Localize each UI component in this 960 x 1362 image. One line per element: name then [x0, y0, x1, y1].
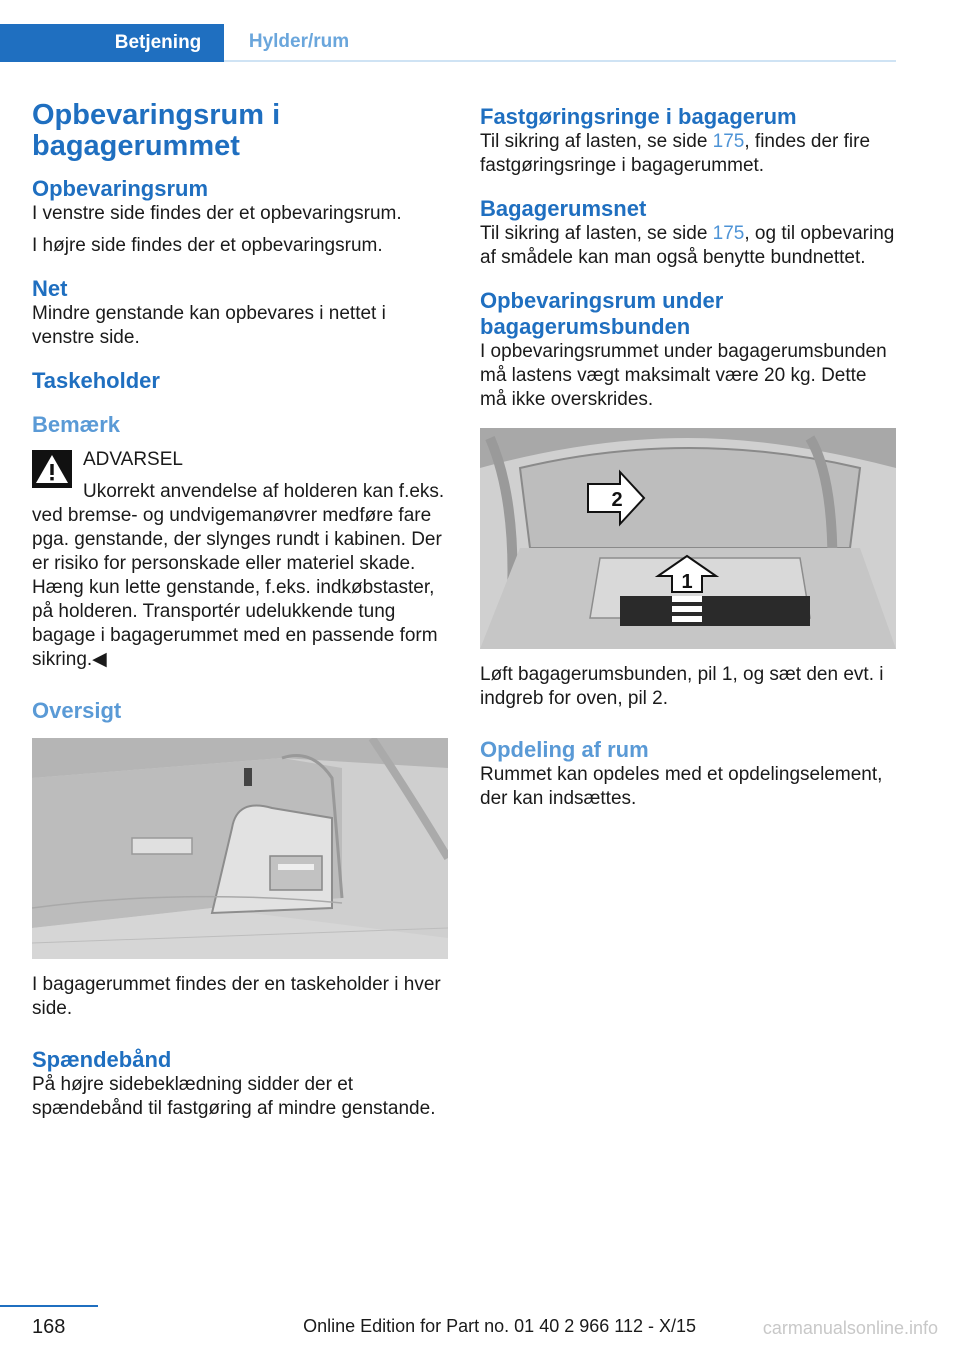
heading-net: Net [32, 276, 68, 301]
header-accent-bar [0, 24, 92, 62]
page-link-175[interactable]: 175 [712, 131, 745, 152]
heading-bemaerk: Bemærk [32, 412, 121, 437]
paragraph: Mindre genstande kan opbevares i nettet i venstre side. [32, 303, 386, 348]
page-title: Opbevaringsrum i bagagerummet [32, 99, 281, 162]
heading-spaendebaand: Spændebånd [32, 1047, 172, 1072]
page-number: 168 [32, 1316, 66, 1338]
edition-text: Online Edition for Part no. 01 40 2 966 112 - X/15 [303, 1316, 696, 1336]
text-run: , og til opbevaring af smådele kan man også benytte bundnettet. [480, 223, 895, 268]
arrow-2-label: 2 [611, 489, 623, 511]
figure-caption: I bagagerummet findes der en taskeholder i hver side. [32, 974, 441, 1019]
left-column [32, 100, 448, 1121]
heading-taskeholder: Taskeholder [32, 368, 160, 393]
warning-box [32, 448, 448, 672]
text-run: Til sikring af lasten, se side [480, 131, 713, 152]
paragraph: I venstre side findes der et opbevaringsrum. [32, 203, 402, 224]
paragraph [480, 222, 896, 270]
paragraph: I opbevaringsrummet under bagagerumsbunden må lastens vægt maksimalt være 20 kg. Dette må ikke overskrides. [480, 341, 887, 410]
paragraph [480, 130, 896, 178]
warning-title: ADVARSEL [83, 449, 183, 470]
page-link-175[interactable]: 175 [712, 223, 745, 244]
arrow-1-label: 1 [681, 571, 693, 593]
heading-oversigt: Oversigt [32, 698, 122, 723]
paragraph: Rummet kan opdeles med et opdelingselement, der kan indsættes. [480, 764, 883, 809]
page-header [0, 24, 896, 62]
heading-opdeling: Opdeling af rum [480, 737, 649, 762]
heading-opbevaringsrum: Opbevaringsrum [32, 176, 209, 201]
watermark-site: carmanualsonline.info [762, 1318, 938, 1338]
footer-rule [0, 1305, 98, 1307]
heading-bagagerumsnet: Bagagerumsnet [480, 196, 647, 221]
warning-triangle-icon [32, 450, 72, 488]
paragraph: I højre side findes der et opbevaringsrum. [32, 235, 383, 256]
tab-betjening[interactable]: Betjening [92, 24, 224, 62]
trunk-bag-holder-image [32, 738, 448, 959]
right-column [480, 104, 896, 811]
warning-body: Ukorrekt anvendelse af holderen kan f.eks. ved bremse- og undvigemanøvrer medføre fare pga. genstande, der slynges rundt i kabinen. Der er risiko for personskade eller materiel skade. Hæng kun lette genstande, f.eks. indkøbstaster, på holderen. Transportér udelukkende tung bagage i bagagerummet med en passende form sikring.◀ [32, 481, 445, 670]
text-run: Til sikring af lasten, se side [480, 223, 713, 244]
heading-opbevaringsrum-under: Opbevaringsrum under bagagerumsbunden [480, 288, 724, 339]
text-run: , findes der fire fastgøringsringe i bagagerummet. [480, 131, 871, 176]
paragraph: På højre sidebeklædning sidder der et spændebånd til fastgøring af mindre genstande. [32, 1074, 436, 1119]
trunk-floor-image [480, 428, 896, 649]
figure-caption: Løft bagagerumsbunden, pil 1, og sæt den evt. i indgreb for oven, pil 2. [480, 664, 884, 709]
heading-fastgoringsringe: Fastgøringsringe i bagagerum [480, 104, 797, 129]
tab-hylder-rum[interactable]: Hylder/rum [248, 31, 350, 52]
